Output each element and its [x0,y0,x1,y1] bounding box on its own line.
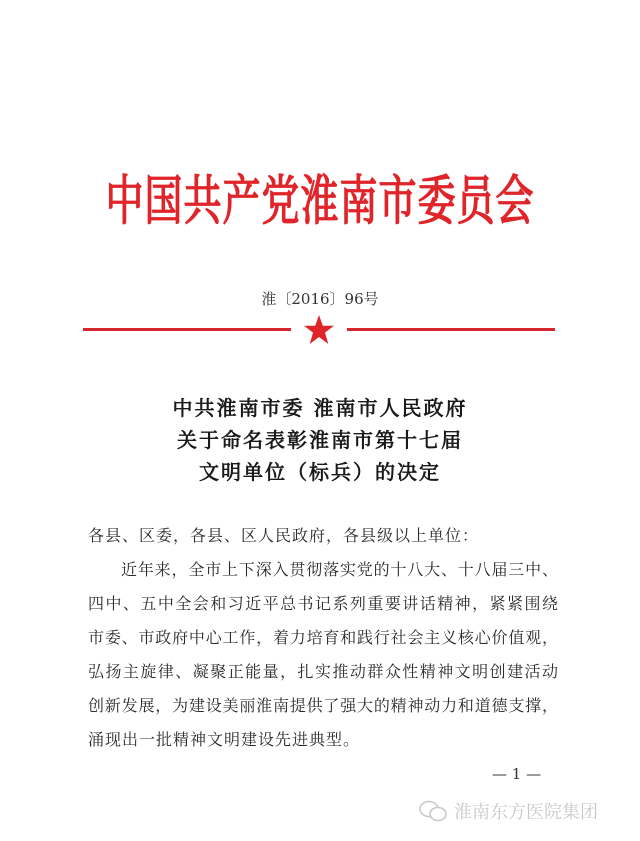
red-rule-left [83,328,291,331]
page-number: — 1 — [492,765,542,783]
watermark [418,798,598,824]
body-line: 近年来，全市上下深入贯彻落实党的十八大、十八届三中、 [121,560,558,579]
body-line: 弘扬主旋律、凝聚正能量，扎实推动群众性精神文明创建活动 [88,662,558,681]
body-line: 涌现出一批精神文明建设先进典型。 [88,730,361,749]
heading-line-1: 中共淮南市委 淮南市人民政府 [172,396,468,420]
heading-line-3: 文明单位（标兵）的决定 [199,460,441,484]
wechat-icon [418,799,448,823]
red-rule-right [347,328,555,331]
red-star-icon [303,314,335,346]
body-line: 市委、市政府中心工作，着力培育和践行社会主义核心价值观， [88,628,558,647]
document-number: 淮〔2016〕96号 [261,290,379,308]
salutation: 各县、区委，各县、区人民政府，各县级以上单位： [88,526,480,545]
masthead-title: 中国共产党淮南市委员会 [105,170,535,232]
body-line: 创新发展，为建设美丽淮南提供了强大的精神动力和道德支撑， [88,696,558,715]
body-line: 四中、五中全会和习近平总书记系列重要讲话精神，紧紧围绕 [88,594,558,613]
watermark-text: 淮南东方医院集团 [454,802,598,823]
heading-line-2: 关于命名表彰淮南市第十七届 [177,428,463,452]
